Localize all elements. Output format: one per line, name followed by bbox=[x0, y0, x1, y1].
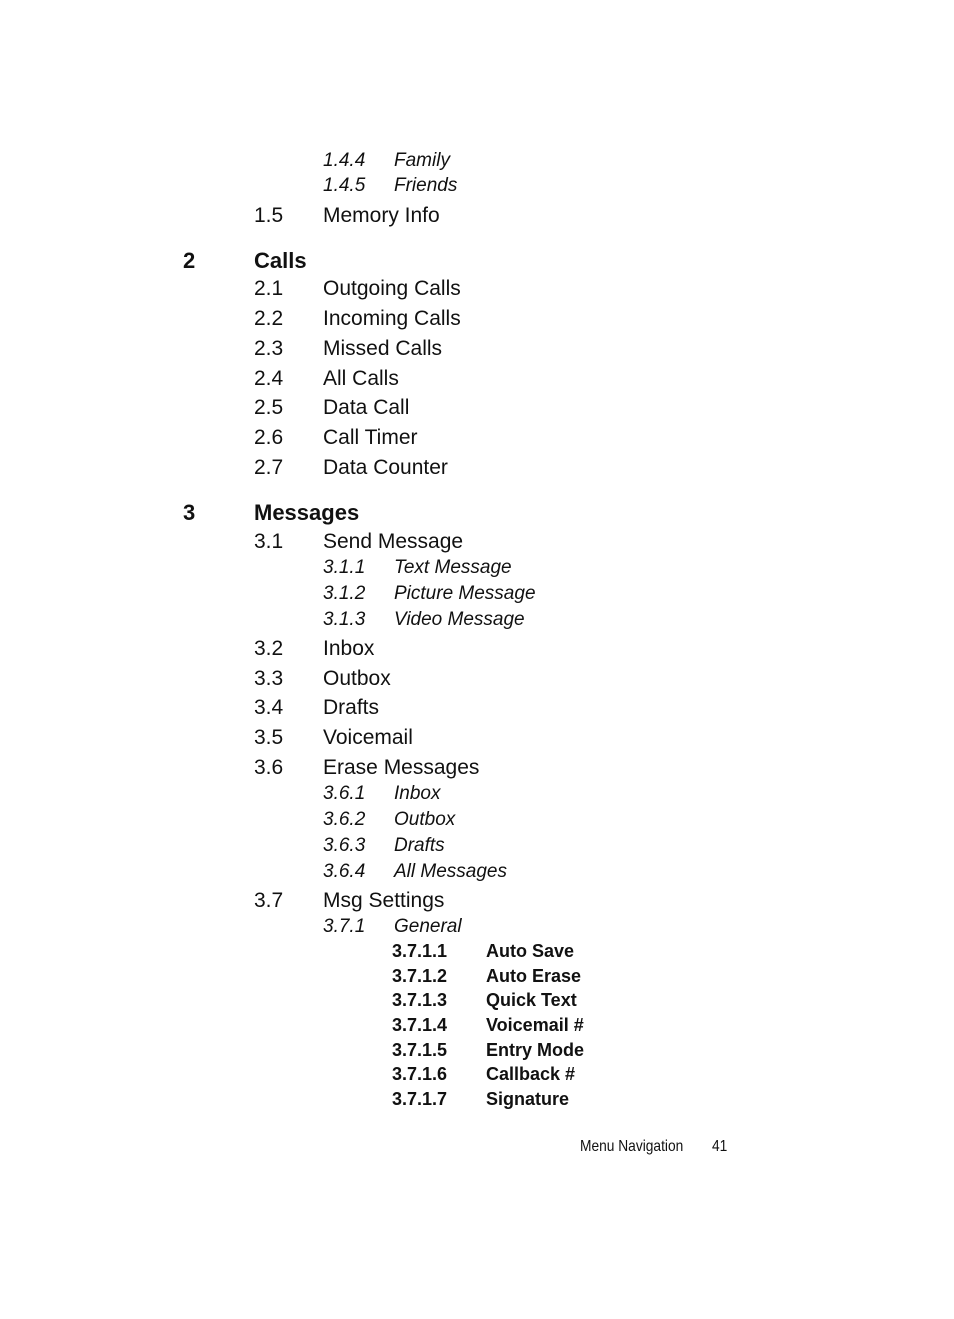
entry-label: Erase Messages bbox=[323, 756, 480, 779]
entry-label: Drafts bbox=[394, 835, 445, 856]
entry-label: All Messages bbox=[394, 861, 507, 882]
entry-label: Text Message bbox=[394, 557, 512, 578]
entry-label: Video Message bbox=[394, 609, 525, 630]
entry-number: 2.1 bbox=[254, 277, 284, 300]
entry-label: Signature bbox=[486, 1089, 570, 1109]
section-number: 2 bbox=[183, 248, 196, 273]
entry-number: 1.4.4 bbox=[323, 150, 366, 171]
entry-number: 2.6 bbox=[254, 426, 284, 449]
entry-number: 3.1.1 bbox=[323, 557, 366, 578]
entry-number: 1.4.5 bbox=[323, 175, 366, 196]
entry-label: Entry Mode bbox=[486, 1040, 585, 1060]
entry-number: 3.7.1 bbox=[323, 916, 366, 937]
entry-number: 3.1.2 bbox=[323, 583, 366, 604]
entry-number: 3.1.3 bbox=[323, 609, 366, 630]
entry-number: 2.2 bbox=[254, 307, 284, 330]
entry-label: Inbox bbox=[394, 783, 441, 804]
section-number: 3 bbox=[183, 500, 196, 525]
section-title: Messages bbox=[254, 500, 360, 525]
entry-label: Family bbox=[394, 150, 450, 171]
entry-number: 3.6.3 bbox=[323, 835, 366, 856]
entry-number: 3.5 bbox=[254, 726, 284, 749]
entry-number: 3.7.1.6 bbox=[392, 1064, 448, 1084]
entry-number: 3.7.1.1 bbox=[392, 941, 448, 961]
entry-number: 3.7.1.5 bbox=[392, 1040, 448, 1060]
entry-number: 2.5 bbox=[254, 396, 284, 419]
entry-label: All Calls bbox=[323, 367, 399, 390]
entry-label: Data Counter bbox=[323, 456, 448, 479]
entry-number: 3.1 bbox=[254, 530, 284, 553]
entry-number: 2.4 bbox=[254, 367, 284, 390]
entry-number: 3.7 bbox=[254, 889, 284, 912]
entry-label: Outbox bbox=[394, 809, 456, 830]
entry-label: Quick Text bbox=[486, 990, 577, 1010]
entry-number: 3.3 bbox=[254, 667, 284, 690]
entry-label: Call Timer bbox=[323, 426, 418, 449]
entry-number: 3.6.2 bbox=[323, 809, 366, 830]
entry-number: 2.7 bbox=[254, 456, 284, 479]
entry-number: 3.6 bbox=[254, 756, 284, 779]
entry-label: Memory Info bbox=[323, 204, 440, 227]
entry-number: 3.6.1 bbox=[323, 783, 366, 804]
entry-label: Friends bbox=[394, 175, 458, 196]
entry-number: 3.4 bbox=[254, 696, 284, 719]
page-number: 41 bbox=[712, 1138, 728, 1155]
entry-label: Outgoing Calls bbox=[323, 277, 461, 300]
entry-number: 3.6.4 bbox=[323, 861, 366, 882]
entry-label: Outbox bbox=[323, 667, 391, 690]
entry-label: Auto Erase bbox=[486, 966, 582, 986]
entry-number: 1.5 bbox=[254, 204, 284, 227]
entry-label: Incoming Calls bbox=[323, 307, 461, 330]
entry-label: Voicemail bbox=[323, 726, 413, 749]
entry-number: 3.7.1.7 bbox=[392, 1089, 448, 1109]
entry-label: Voicemail # bbox=[486, 1015, 584, 1035]
footer-section-label: Menu Navigation bbox=[580, 1138, 684, 1155]
entry-label: Callback # bbox=[486, 1064, 576, 1084]
entry-label: Drafts bbox=[323, 696, 380, 719]
entry-label: Auto Save bbox=[486, 941, 575, 961]
entry-number: 3.7.1.2 bbox=[392, 966, 448, 986]
entry-number: 2.3 bbox=[254, 337, 284, 360]
entry-label: Missed Calls bbox=[323, 337, 443, 360]
entry-label: General bbox=[394, 916, 462, 937]
entry-label: Picture Message bbox=[394, 583, 536, 604]
entry-label: Msg Settings bbox=[323, 889, 445, 912]
entry-number: 3.7.1.3 bbox=[392, 990, 448, 1010]
entry-label: Inbox bbox=[323, 637, 375, 660]
entry-number: 3.2 bbox=[254, 637, 284, 660]
entry-label: Send Message bbox=[323, 530, 464, 553]
section-title: Calls bbox=[254, 248, 307, 273]
entry-label: Data Call bbox=[323, 396, 410, 419]
entry-number: 3.7.1.4 bbox=[392, 1015, 448, 1035]
